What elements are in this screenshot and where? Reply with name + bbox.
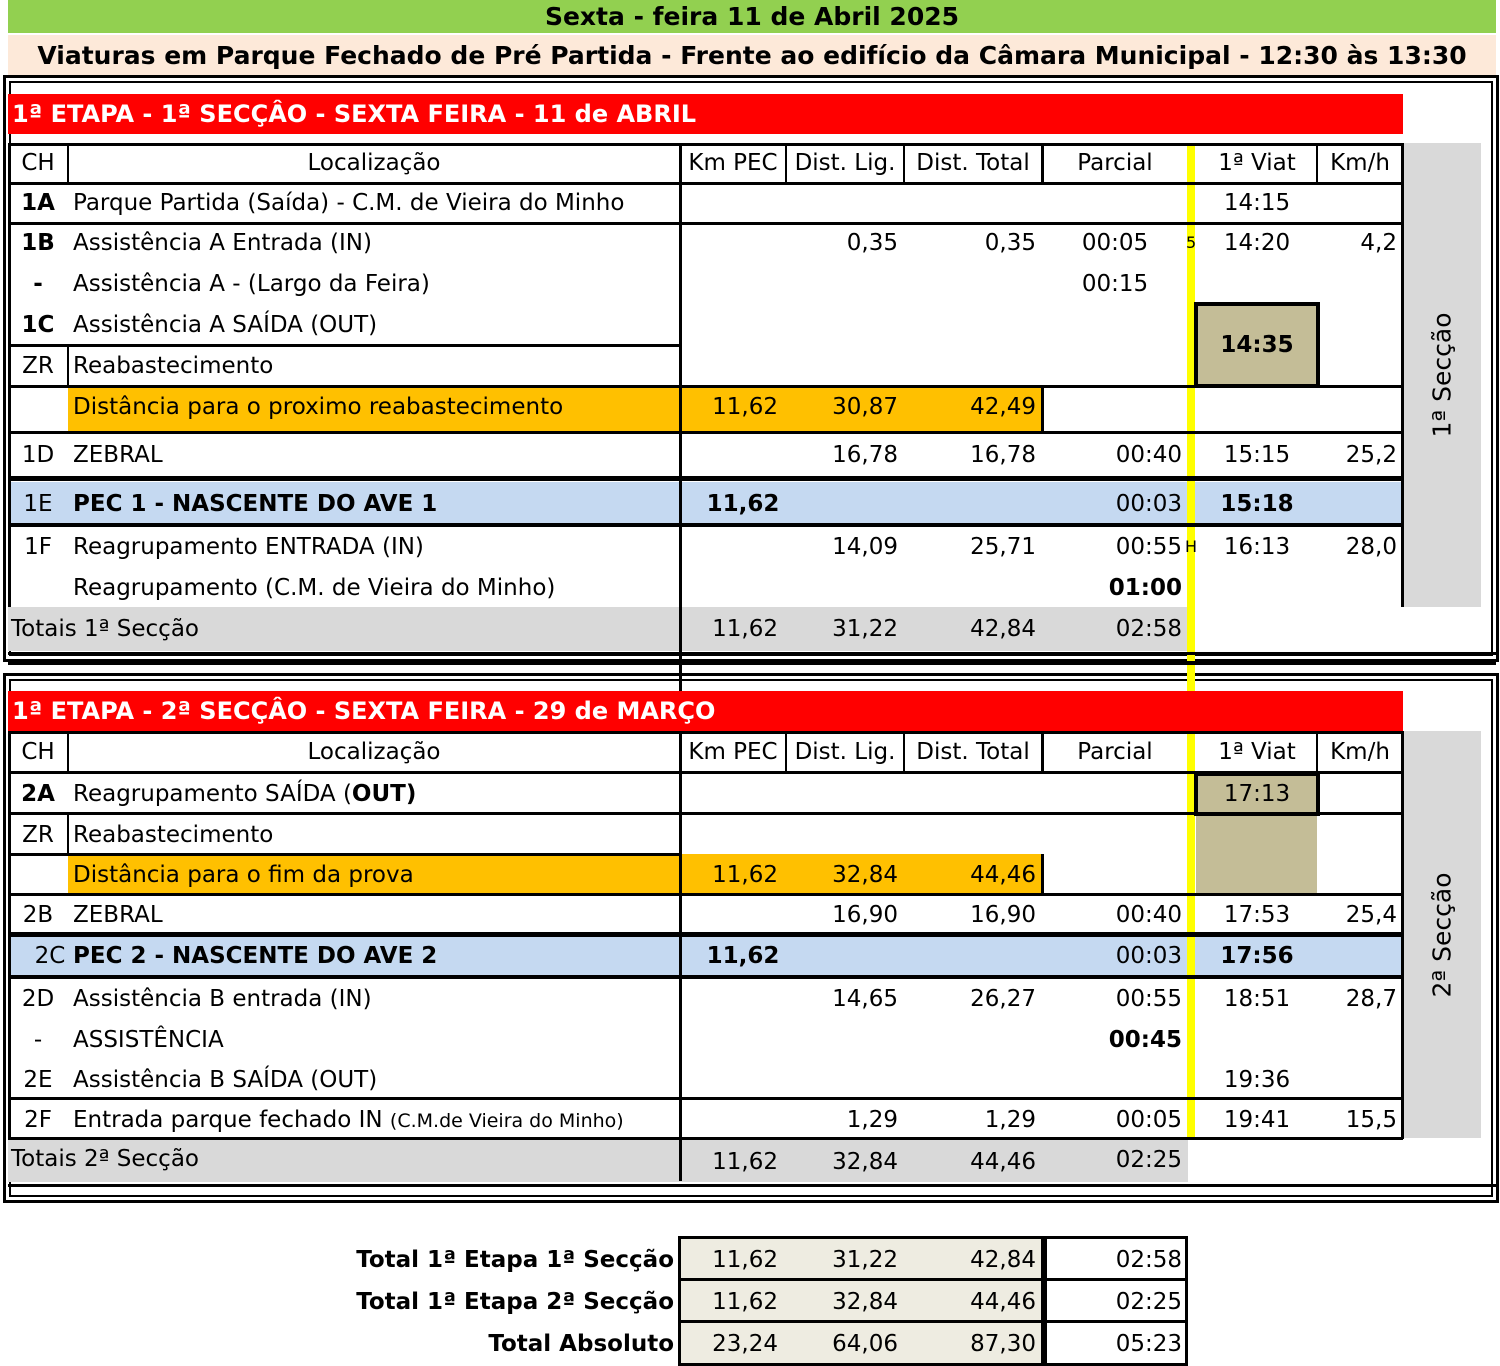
section-2-title: 1ª ETAPA - 2ª SECÇÂO - SEXTA FEIRA - 29 de MARÇO xyxy=(8,691,1403,731)
date-title: Sexta - feira 11 de Abril 2025 xyxy=(8,0,1496,33)
park-title: Viaturas em Parque Fechado de Pré Partida - Frente ao edifício da Câmara Municipal - 12:30 às 13:30 xyxy=(8,35,1496,75)
s1-yellow-divider xyxy=(1187,143,1195,661)
section-1-side-label: 1ª Secção xyxy=(1403,143,1481,607)
section-2-side-label: 2ª Secção xyxy=(1403,731,1481,1138)
section-1-title: 1ª ETAPA - 1ª SECÇÂO - SEXTA FEIRA - 11 de ABRIL xyxy=(8,94,1403,134)
